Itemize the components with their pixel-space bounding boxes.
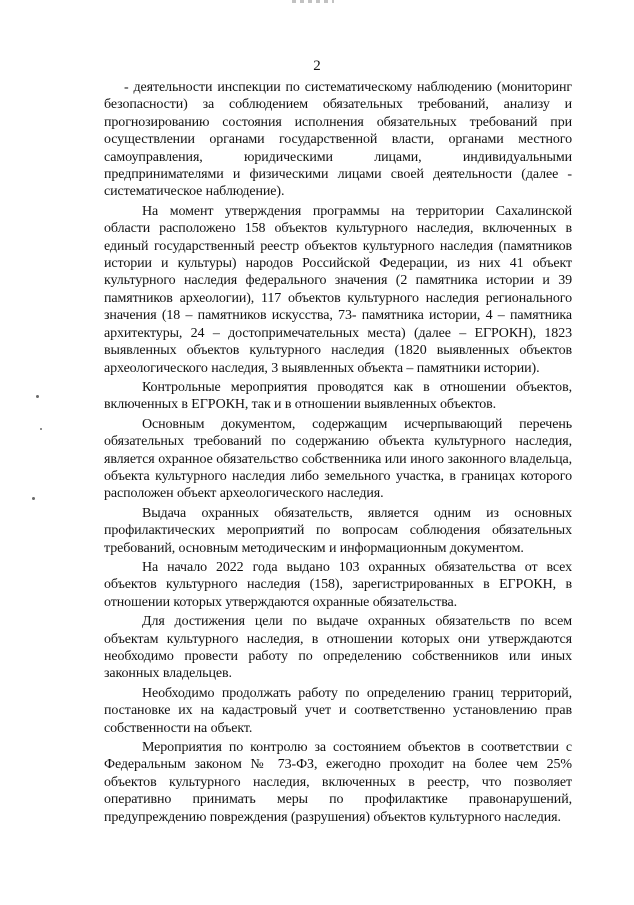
paragraph-state-control: Мероприятия по контролю за состоянием объектов в соответствии с Федеральным законом № 73-ФЗ, ежегодно проходит на более чем 25% объектов культурного наследия, включенных в реестр, что позволяет оперативно принимать меры по профилактике правонарушений, предупреждению повреждения (разрушения) объектов культурного наследия. [104,740,572,825]
paragraph-main-document: Основным документом, содержащим исчерпывающий перечень обязательных требований по содержанию объекта культурного наследия, является охранное обязательство собственника или иного законного владельца, объекта культурного наследия либо земельного участка, в границах которого расположен объект археологического наследия. [104,416,572,502]
paragraph-protection-obligations: Выдача охранных обязательств, является одним из основных профилактических мероприятий по вопросам соблюдения обязательных требований, основным методическим и информационным документом. [104,505,572,556]
paragraph-heritage-objects-count: На момент утверждения программы на территории Сахалинской области расположено 158 объектов культурного наследия, включенных в единый государственный реестр объектов культурного наследия (памятников истории и культуры) народов Российской Федерации, из них 41 объект культурного наследия федерального значения (2 памятника истории и 39 памятников археологии), 117 объектов культурного наследия регионального значения (18 – памятников искусства, 73- памятника истории, 4 – памятника архитектуры, 24 – достопримечательных места) (далее – ЕГРОКН), 1823 выявленных объектов культурного наследия (1820 выявленных объектов археологического наследия, 3 выявленных объекта – памятники истории). [104,203,572,376]
paragraph-territory-boundaries: Необходимо продолжать работу по определению границ территорий, постановке их на кадастровый учет и соответственно установлению прав собственности на объект. [104,685,572,736]
scan-artifact-dot [40,428,42,430]
scan-artifact-dot [32,497,35,500]
paragraph-control-measures: Контрольные мероприятия проводятся как в отношении объектов, включенных в ЕГРОКН, так и в отношении выявленных объектов. [104,379,572,413]
scan-artifact-dot [36,395,39,398]
scan-artifact-top [292,0,334,3]
paragraph-monitoring-activity: - деятельности инспекции по систематическому наблюдению (мониторинг безопасности) за соблюдением обязательных требований, анализу и прогнозированию состояния исполнения обязательных требований при осуществлении органами государственной власти, органами местного самоуправления, юридическими лицами, индивидуальными предпринимателями и физическими лицами своей деятельности (далее - систематическое наблюдение). [104,80,572,200]
page-number: 2 [313,58,321,74]
paragraph-owners-determination: Для достижения цели по выдаче охранных обязательств по всем объектам культурного наследия, в отношении которых они утверждаются необходимо провести работу по определению собственников или иных законных владельцев. [104,614,572,682]
paragraph-obligations-issued: На начало 2022 года выдано 103 охранных обязательства от всех объектов культурного наследия (158), зарегистрированных в ЕГРОКН, в отношении которых утверждаются охранные обязательства. [104,559,572,610]
document-body [104,79,572,828]
